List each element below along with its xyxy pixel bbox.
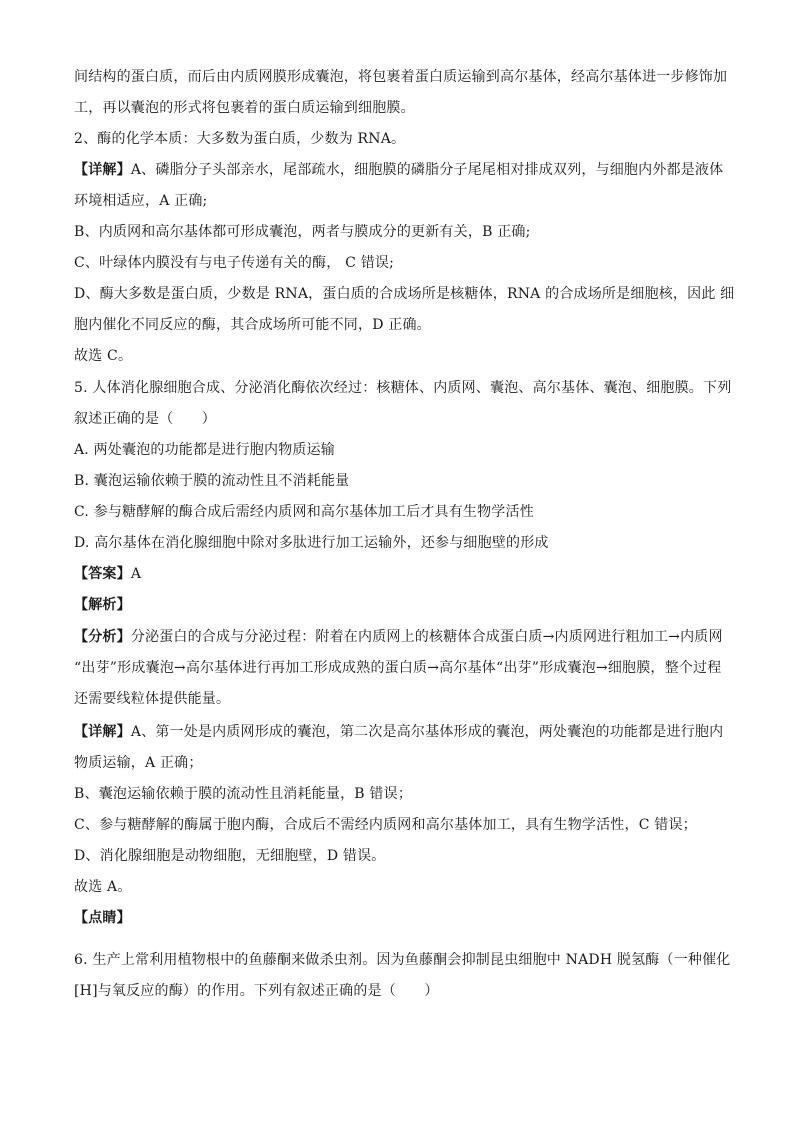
text-line: “出芽”形成囊泡→高尔基体进行再加工形成成熟的蛋白质→高尔基体“出芽”形成囊泡→细胞膜，整个过程 (74, 660, 722, 676)
text-span: A、第一处是内质网形成的囊泡，第二次是高尔基体形成的囊泡，两处囊泡的功能都是进行胞内 (130, 724, 724, 740)
text-line: 2、酶的化学本质：大多数为蛋白质，少数为 RNA。 (74, 131, 406, 147)
text-line (74, 722, 724, 742)
text-line (74, 627, 724, 647)
text-line (74, 160, 724, 180)
text-line: 还需要线粒体提供能量。 (74, 691, 231, 707)
dianjing-tag: 【点睛】 (74, 910, 131, 926)
text-line: 环境相适应，A 正确; (74, 193, 208, 209)
text-span: A、磷脂分子头部亲水，尾部疏水，细胞膜的磷脂分子尾尾相对排成双列，与细胞内外都是液体 (130, 162, 724, 178)
fenxi-tag: 【分析】 (74, 629, 131, 645)
question-5-stem: 5. 人体消化腺细胞合成、分泌消化酶依次经过：核糖体、内质网、囊泡、高尔基体、囊泡、细胞膜。下列 (74, 380, 732, 396)
question-6-stem: [H]与氧反应的酶）的作用。下列有叙述正确的是（ ） (74, 983, 439, 999)
text-span: 分泌蛋白的合成与分泌过程：附着在内质网上的核糖体合成蛋白质→内质网进行粗加工→内质网 (130, 629, 723, 645)
text-line: D、消化腺细胞是动物细胞，无细胞壁，D 错误。 (74, 848, 386, 864)
dianjing-heading (74, 908, 724, 928)
option-a: A. 两处囊泡的功能都是进行胞内物质运输 (74, 442, 336, 458)
text-line: C、叶绿体内膜没有与电子传递有关的酶， C 错误; (74, 255, 395, 271)
text-line: 故选 A。 (74, 879, 132, 895)
text-line: C、参与糖酵解的酶属于胞内酶，合成后不需经内质网和高尔基体加工，具有生物学活性，C 错误； (74, 817, 697, 833)
detail-tag: 【详解】 (74, 724, 131, 740)
text-line: 胞内催化不同反应的酶，其合成场所可能不同，D 正确。 (74, 317, 431, 333)
text-line: D、酶大多数是蛋白质，少数是 RNA，蛋白质的合成场所是核糖体，RNA 的合成场所是细胞核，因此 细 (74, 286, 735, 302)
detail-tag: 【详解】 (74, 162, 131, 178)
answer-line (74, 564, 724, 584)
question-6-stem: 6. 生产上常利用植物根中的鱼藤酮来做杀虫剂。因为鱼藤酮会抑制昆虫细胞中 NADH 脱氢酶（一种催化 (74, 952, 731, 968)
text-line: B、囊泡运输依赖于膜的流动性且消耗能量，B 错误； (74, 786, 413, 802)
option-d: D. 高尔基体在消化腺细胞中除对多肽进行加工运输外，还参与细胞壁的形成 (74, 535, 549, 551)
answer-tag: 【答案】 (74, 566, 131, 582)
analysis-tag: 【解析】 (74, 597, 131, 613)
text-line: B、内质网和高尔基体都可形成囊泡，两者与膜成分的更新有关，B 正确; (74, 224, 531, 240)
option-b: B. 囊泡运输依赖于膜的流动性且不消耗能量 (74, 473, 350, 489)
text-line: 工，再以囊泡的形式将包裹着的蛋白质运输到细胞膜。 (74, 100, 415, 116)
text-line: 故选 C。 (74, 348, 133, 364)
option-c: C. 参与糖酵解的酶合成后需经内质网和高尔基体加工后才具有生物学活性 (74, 504, 534, 520)
question-5-stem: 叙述正确的是（ ） (74, 411, 216, 427)
text-line: 间结构的蛋白质，而后由内质网膜形成囊泡，将包裹着蛋白质运输到高尔基体，经高尔基体进一步修饰加 (74, 69, 728, 85)
text-line: 物质运输，A 正确； (74, 755, 203, 771)
analysis-heading (74, 595, 724, 615)
answer-value: A (130, 566, 142, 582)
